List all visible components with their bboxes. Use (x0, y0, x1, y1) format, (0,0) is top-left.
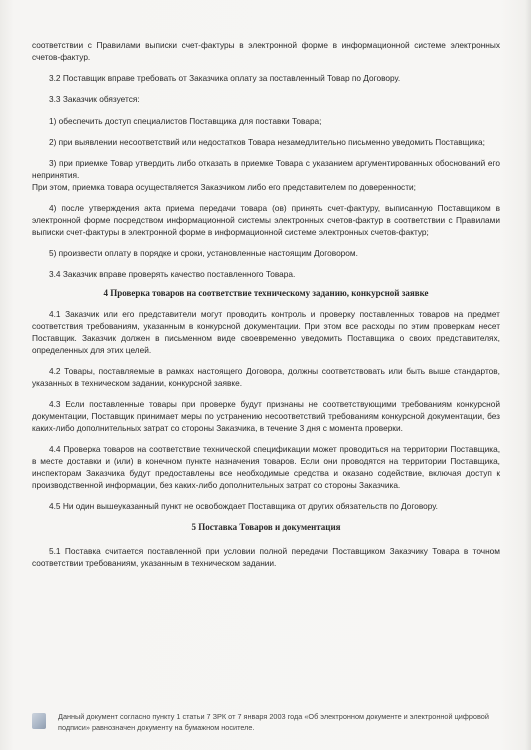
section-title: 4 Проверка товаров на соответствие техническому заданию, конкурсной заявке (103, 287, 429, 298)
paragraph: 3.3 Заказчик обязуется: (49, 94, 140, 105)
paragraph: 5) произвести оплату в порядке и сроки, установленные настоящим Договором. (49, 248, 358, 259)
paragraph: 4.3 Если поставленные товары при проверке будут признаны не соответствующими требованиям конкурсной документации, Поставщик принимает меры по устранению несоответствий требованиям конкурсной документации, без каких-либо дополнительных затрат со стороны Заказчика, в течение 3 дня с момента проверки. (32, 399, 500, 433)
footer-notice (32, 712, 502, 733)
paragraph: 4.1 Заказчик или его представители могут проводить контроль и проверку поставленных товаров на предмет соответствия требованиям, указанным в конкурсной документации. При этом все расходы по этим проверкам несет Поставщик. Заказчик должен в письменном виде своевременно уведомить Поставщика о своих представителях, определенных для этих целей. (32, 309, 500, 355)
paragraph: соответствии с Правилами выписки счет-фактуры в электронной форме в информационной системе электронных счетов-фактур. (32, 40, 500, 62)
paragraph: 2) при выявлении несоответствий или недостатков Товара незамедлительно письменно уведомить Поставщика; (49, 136, 485, 147)
paragraph: 3.2 Поставщик вправе требовать от Заказчика оплату за поставленный Товар по Договору. (49, 73, 401, 84)
page-edge-shadow (525, 0, 531, 750)
paragraph: При этом, приемка товара осуществляется Заказчиком либо его представителем по доверенности; (32, 181, 416, 192)
paragraph: 3) при приемке Товар утвердить либо отказать в приемке Товара с указанием аргументированных обоснований его непринятия. (32, 158, 500, 181)
paragraph: 4) после утверждения акта приема передачи товара (ов) принять счет-фактуру, выписанную Поставщиком в электронной форме посредством информационной системы электронных счетов-фактур в соответствии с Правилами выписки счет-фактуры в электронной форме в информационной системе электронных счетов-фактур; (32, 203, 500, 237)
e-signature-stamp-icon (32, 713, 46, 729)
paragraph: 4.2 Товары, поставляемые в рамках настоящего Договора, должны соответствовать или быть выше стандартов, указанных в техническом задании, конкурсной заявке. (32, 366, 500, 388)
paragraph: 5.1 Поставка считается поставленной при условии полной передачи Поставщиком Заказчику Товара в точном соответствии требованиям, указанным в техническом задании. (32, 545, 500, 568)
footer-note: Данный документ согласно пункту 1 статьи 7 ЗРК от 7 января 2003 года «Об электронном документе и электронной цифровой подписи» равнозначен документу на бумажном носителе. (58, 712, 489, 732)
paragraph: 1) обеспечить доступ специалистов Поставщика для поставки Товара; (49, 115, 322, 126)
paragraph: 4.4 Проверка товаров на соответствие технической спецификации может проводиться на территории Поставщика, в месте доставки и (или) в конечном пункте назначения товаров. Если они проводятся на территории Поставщика, инспекторам Заказчика будут предоставлены все необходимые средства и оказано содействие, включая доступ к производственной информации, без каких-либо дополнительных затрат со стороны Заказчика. (32, 444, 500, 490)
section-title: 5 Поставка Товаров и документация (191, 522, 341, 533)
paragraph: 4.5 Ни один вышеуказанный пункт не освобождает Поставщика от других обязательств по Договору. (49, 500, 438, 511)
paragraph: 3.4 Заказчик вправе проверять качество поставленного Товара. (49, 269, 296, 280)
document-body (32, 40, 500, 579)
